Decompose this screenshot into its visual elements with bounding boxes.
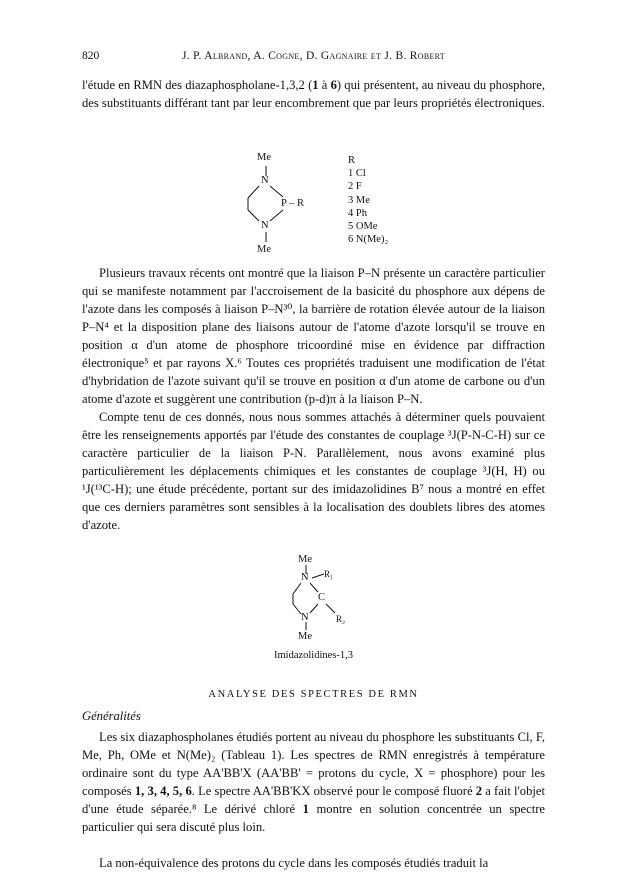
figure-caption: Imidazolidines-1,3: [273, 650, 354, 661]
methyl-label-top: Me: [257, 152, 271, 163]
methyl-label-top: Me: [298, 554, 312, 565]
methyl-label-bottom: Me: [257, 244, 271, 255]
imidazolidine-structure: [286, 554, 356, 644]
substituent-item: 4 Ph: [348, 207, 367, 219]
nitrogen-label-top: N: [261, 175, 269, 186]
substituent-item: 5 OMe: [348, 221, 378, 233]
substituent-item: 1 Cl: [348, 168, 366, 180]
substituent-item: 3 Me: [348, 194, 370, 206]
body-paragraph-3: Compte tenu de ces donnés, nous nous sommes attachés à déterminer quels pouvaient être les renseignements apportés par l'étude des constantes de couplage ³J(P-N-C-H) sur ce caractère particulier de la liaison P-N. Parallèlement, nous avons examiné plus particulièrement les déplacements chimiques et les constantes de couplage ³J(H, H) ou ¹J(¹³C-H); une étude précédente, portant sur des imidazolidines B⁷ nous a montré en effet que ces derniers paramètres sont sensibles à la localisation des doublets libres des atomes d'azote.: [82, 410, 545, 532]
substituent-header: R: [348, 155, 356, 166]
r1-label: R₁: [324, 569, 334, 579]
body-paragraph-5: La non-équivalence des protons du cycle dans les composés étudiés traduit la: [99, 856, 489, 870]
body-paragraph-4: Les six diazaphospholanes étudiés portent au niveau du phosphore les substituants Cl, F, Me, Ph, OMe et N(Me)₂ (Tableau 1). Les spectres de RMN enregistrés à température ordinaire sont du type AA'BB'X (AA'BB' = protons du cycle, X = phosphore) pour les composés 1, 3, 4, 5, 6. Le spectre AA'BB'KX observé pour le composé fluoré 2 a fait l'objet d'une étude séparée.⁸ Le dérivé chloré 1 montre en solution concentrée un spectre particulier qui sera discuté plus loin.: [82, 730, 545, 834]
nitrogen-label-top: N: [301, 572, 309, 583]
nitrogen-label-bottom: N: [301, 612, 309, 623]
carbon-label: C: [318, 592, 326, 603]
r2-label: R₂: [336, 614, 346, 624]
page-number: 820: [82, 50, 100, 62]
body-paragraph-2: Plusieurs travaux récents ont montré que la liaison P–N présente un caractère particulier qui se manifeste notamment par l'accroisement de la basicité du phosphore aux dépens de l'azote dans les composés à liaison P–N³⁰, la barrière de rotation élevée autour de la liaison P–N⁴ et la disposition plane des liaisons autour de l'atome d'azote lorsqu'il se trouve en position α d'un atome de phosphore tricoordiné mise en évidence par diffraction électronique⁵ et par rayons X.⁶ Toutes ces propriétés traduisent une modification de l'état d'hybridation de l'azote suivant qu'il se trouve en position α d'un atome de carbone ou d'un atome d'azote et suggèrent une contribution (p-d)π à la liaison P–N.: [82, 266, 545, 406]
intro-paragraph: l'étude en RMN des diazaphospholane-1,3,2 (1 à 6) qui présentent, au niveau du phosphore, des substituants différant tant par leur encombrement que par leurs propriétés électroniques.: [82, 78, 545, 110]
substituent-item: 6 N(Me)₂: [348, 234, 389, 246]
substituent-item: 2 F: [348, 181, 362, 193]
phosphorus-substituent-label: P – R: [281, 198, 304, 209]
section-title: ANALYSE DES SPECTRES DE RMN: [208, 689, 419, 700]
running-header: [82, 50, 545, 66]
subsection-title: Généralités: [82, 709, 141, 723]
substituent-list: [348, 154, 438, 246]
diazaphospholane-structure: [233, 152, 343, 258]
nitrogen-label-bottom: N: [261, 220, 269, 231]
methyl-label-bottom: Me: [298, 631, 312, 642]
running-head-authors: J. P. Albrand, A. Cogne, D. Gagnaire et J. B. Robert: [181, 50, 445, 62]
